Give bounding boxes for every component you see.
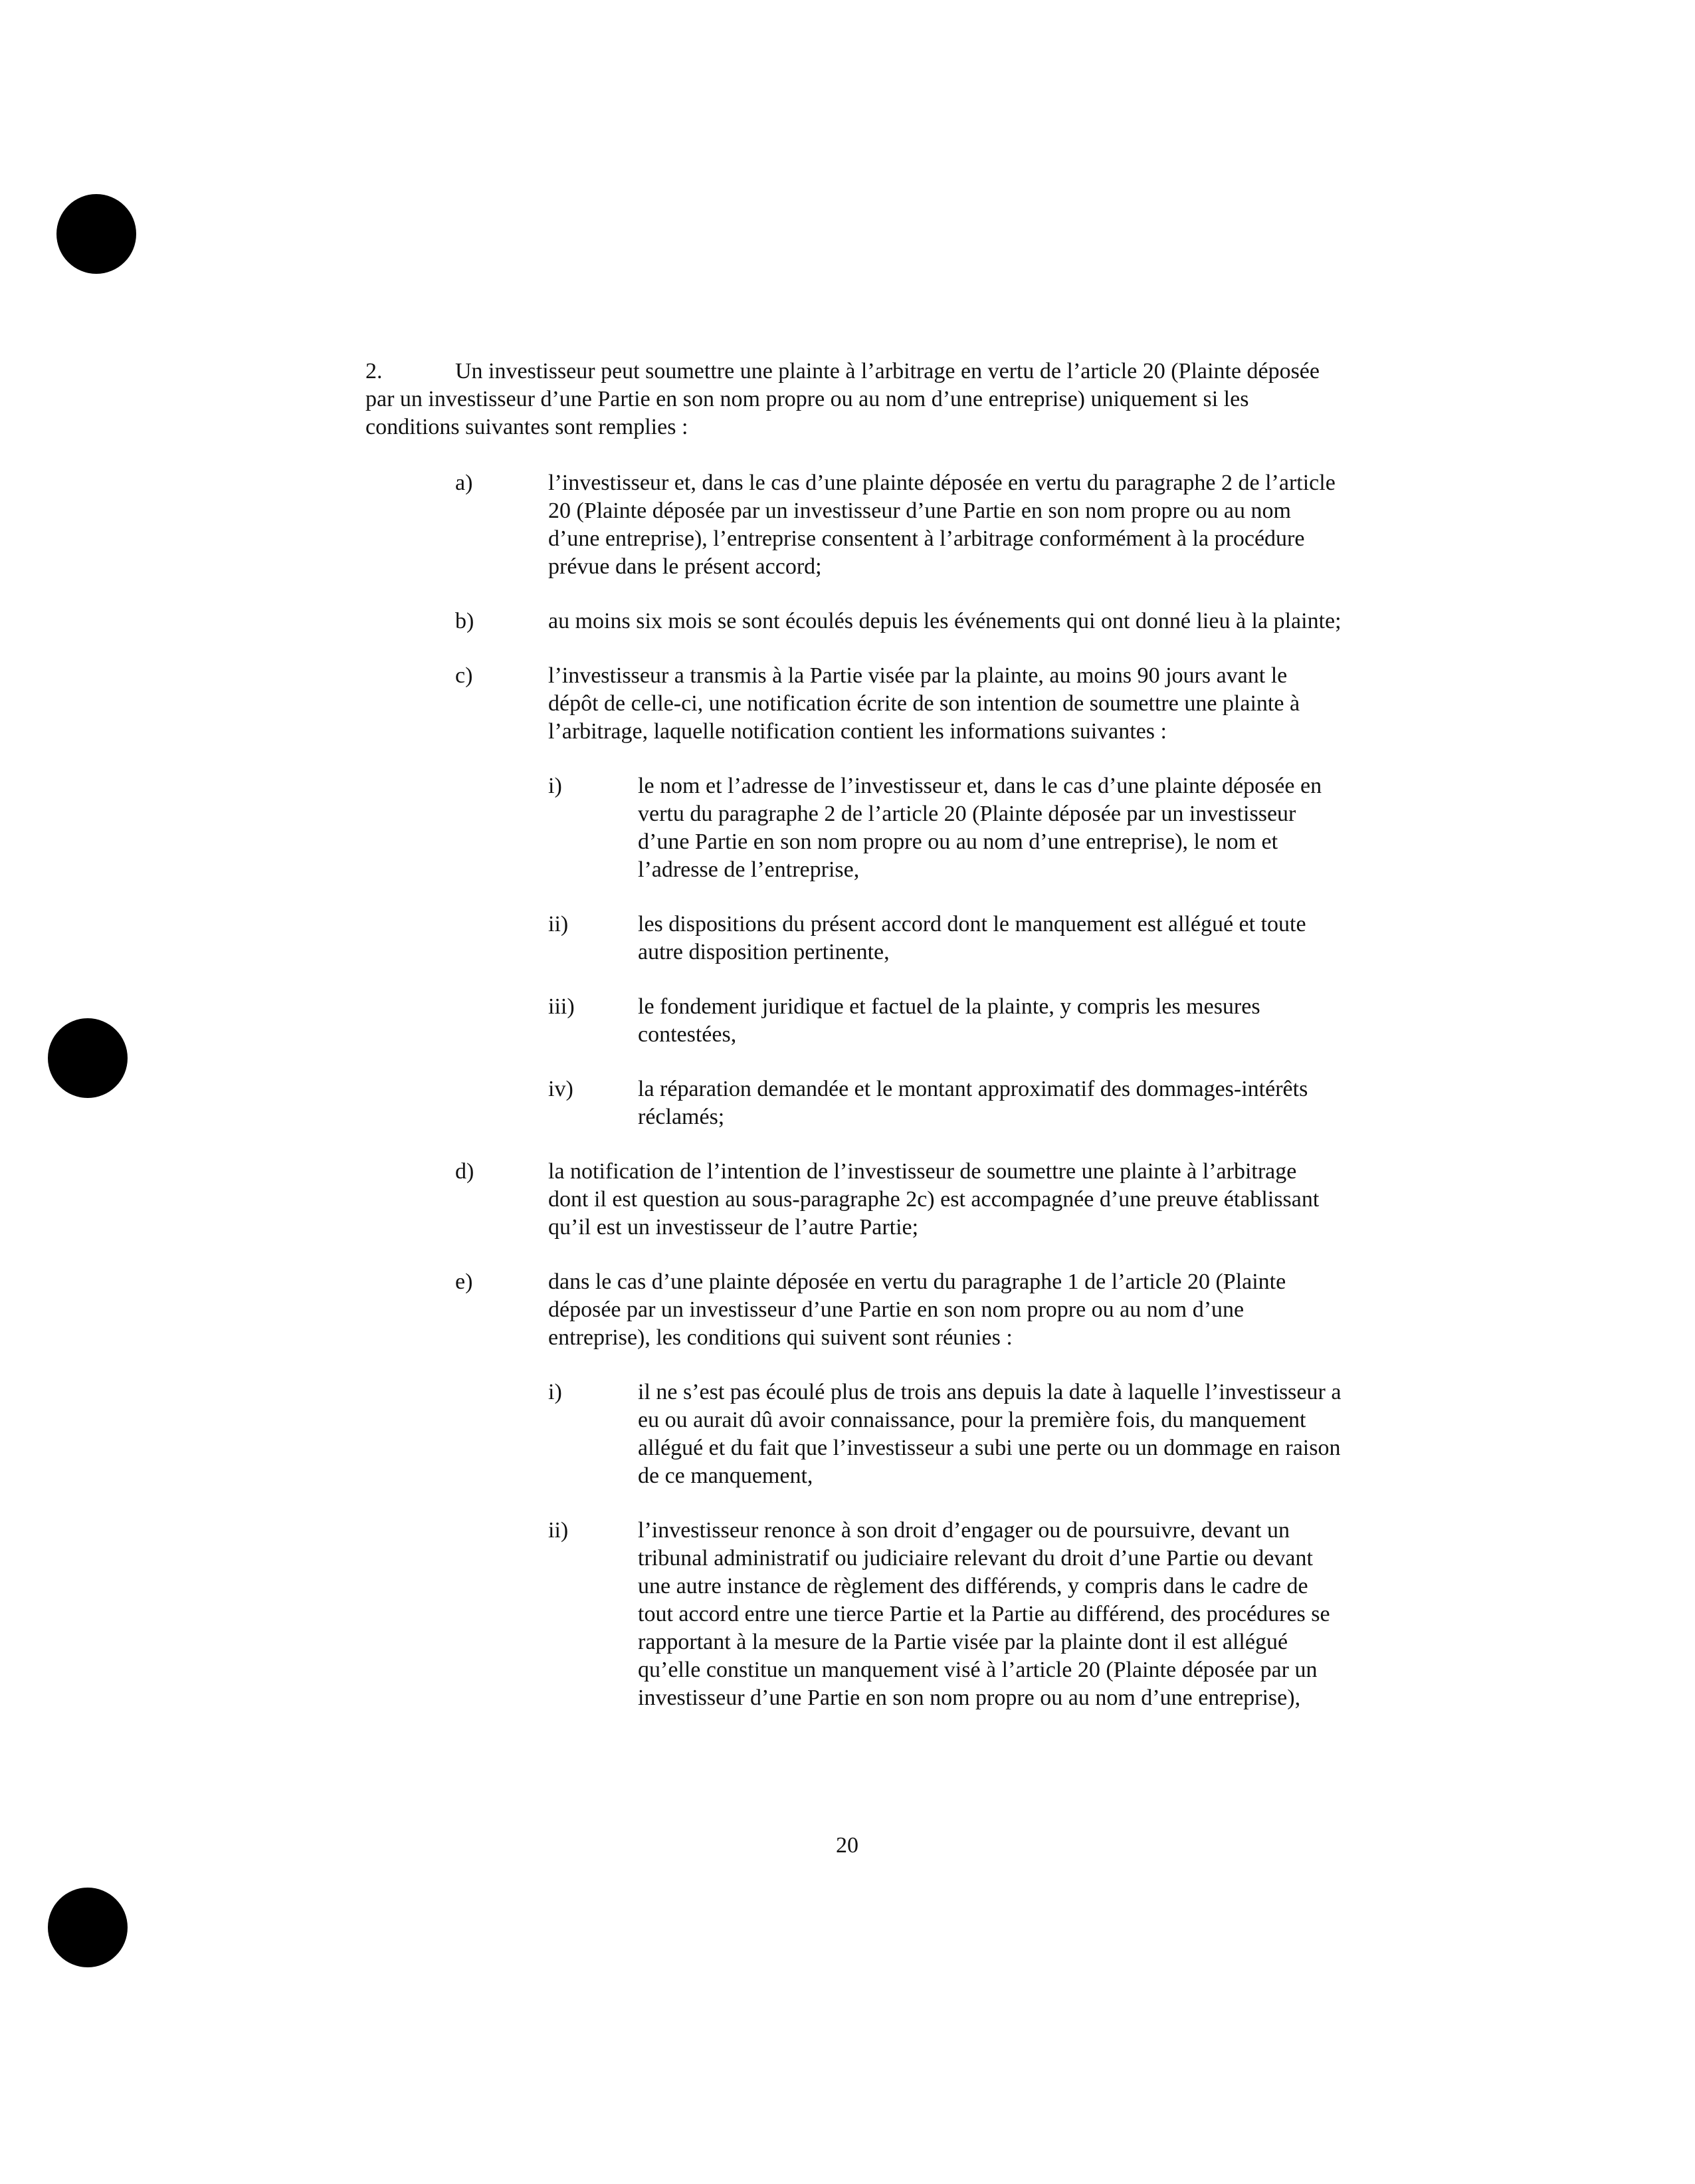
list-marker: a) (455, 471, 473, 495)
punch-hole-bottom (48, 1888, 128, 1967)
sub-item-text: l’investisseur renonce à son droit d’engager ou de poursuivre, devant un tribunal administratif ou judiciaire relevant du droit d’une Partie ou devant une autre instance de règlement des différends, y compris dans le cadre de tout accord entre une tierce Partie et la Partie au différend, des procédures se rapportant à la mesure de la Partie visée par la plainte dont il est allégué qu’elle constitue un manquement visé à l’article 20 (Plainte déposée par un investisseur d’une Partie en son nom propre ou au nom d’une entreprise), (638, 1518, 1330, 1710)
sub-marker: ii) (548, 1518, 569, 1543)
list-item-c (365, 662, 1342, 746)
sub-item-e-i (548, 1378, 1342, 1490)
paragraph-number: 2. (365, 359, 383, 383)
sub-item-c-iv (548, 1075, 1342, 1131)
sub-marker: i) (548, 774, 562, 798)
sub-item-text: la réparation demandée et le montant approximatif des dommages-intérêts réclamés; (638, 1077, 1308, 1129)
list-marker: c) (455, 663, 473, 688)
sub-item-c-i (548, 772, 1342, 884)
sub-item-c-iii (548, 993, 1342, 1049)
list-item-a (365, 469, 1342, 581)
list-item-text: dans le cas d’une plainte déposée en vertu du paragraphe 1 de l’article 20 (Plainte déposée par un investisseur d’une Partie en son nom propre ou au nom d’une entreprise), les conditions qui suivent sont réunies : (548, 1269, 1286, 1350)
list-marker: d) (455, 1159, 474, 1184)
sub-marker: iv) (548, 1077, 573, 1101)
paragraph-text: Un investisseur peut soumettre une plainte à l’arbitrage en vertu de l’article 20 (Plainte déposée par un investisseur d’une Partie en son nom propre ou au nom d’une entreprise) uniquement si les conditions suivantes sont remplies : (365, 359, 1320, 439)
sub-marker: i) (548, 1380, 562, 1404)
intro-paragraph (365, 358, 1342, 441)
sub-item-text: le fondement juridique et factuel de la plainte, y compris les mesures contestées, (638, 994, 1260, 1047)
punch-hole-middle (48, 1018, 128, 1098)
list-item-text: la notification de l’intention de l’investisseur de soumettre une plainte à l’arbitrage dont il est question au sous-paragraphe 2c) est accompagnée d’une preuve établissant qu’il est un investisseur de l’autre Partie; (548, 1159, 1320, 1240)
sub-item-text: le nom et l’adresse de l’investisseur et, dans le cas d’une plainte déposée en vertu du paragraphe 2 de l’article 20 (Plainte déposée par un investisseur d’une Partie en son nom propre ou au nom d’une entreprise), le nom et l’adresse de l’entreprise, (638, 774, 1322, 882)
document-body (365, 358, 1342, 1739)
sub-marker: ii) (548, 912, 569, 936)
list-item-text: l’investisseur a transmis à la Partie visée par la plainte, au moins 90 jours avant le dépôt de celle-ci, une notification écrite de son intention de soumettre une plainte à l’arbitrage, laquelle notification contient les informations suivantes : (548, 663, 1300, 744)
list-marker: e) (455, 1269, 473, 1294)
sub-marker: iii) (548, 994, 575, 1019)
list-item-text: au moins six mois se sont écoulés depuis les événements qui ont donné lieu à la plainte; (548, 609, 1342, 633)
list-item-d (365, 1158, 1342, 1242)
list-item-e (365, 1268, 1342, 1352)
sub-item-e-ii (548, 1517, 1342, 1712)
page-number: 20 (836, 1833, 858, 1858)
sub-item-text: il ne s’est pas écoulé plus de trois ans depuis la date à laquelle l’investisseur a eu ou aurait dû avoir connaissance, pour la première fois, du manquement allégué et du fait que l’investisseur a subi une perte ou un dommage en raison de ce manquement, (638, 1380, 1342, 1488)
list-marker: b) (455, 609, 474, 633)
punch-hole-top (56, 194, 136, 274)
sub-item-text: les dispositions du présent accord dont le manquement est allégué et toute autre disposition pertinente, (638, 912, 1306, 964)
sub-item-c-ii (548, 911, 1342, 966)
list-item-text: l’investisseur et, dans le cas d’une plainte déposée en vertu du paragraphe 2 de l’article 20 (Plainte déposée par un investisseur d’une Partie en son nom propre ou au nom d’une entreprise), l’entreprise consentent à l’arbitrage conformément à la procédure prévue dans le présent accord; (548, 471, 1336, 579)
list-item-b (365, 607, 1342, 635)
